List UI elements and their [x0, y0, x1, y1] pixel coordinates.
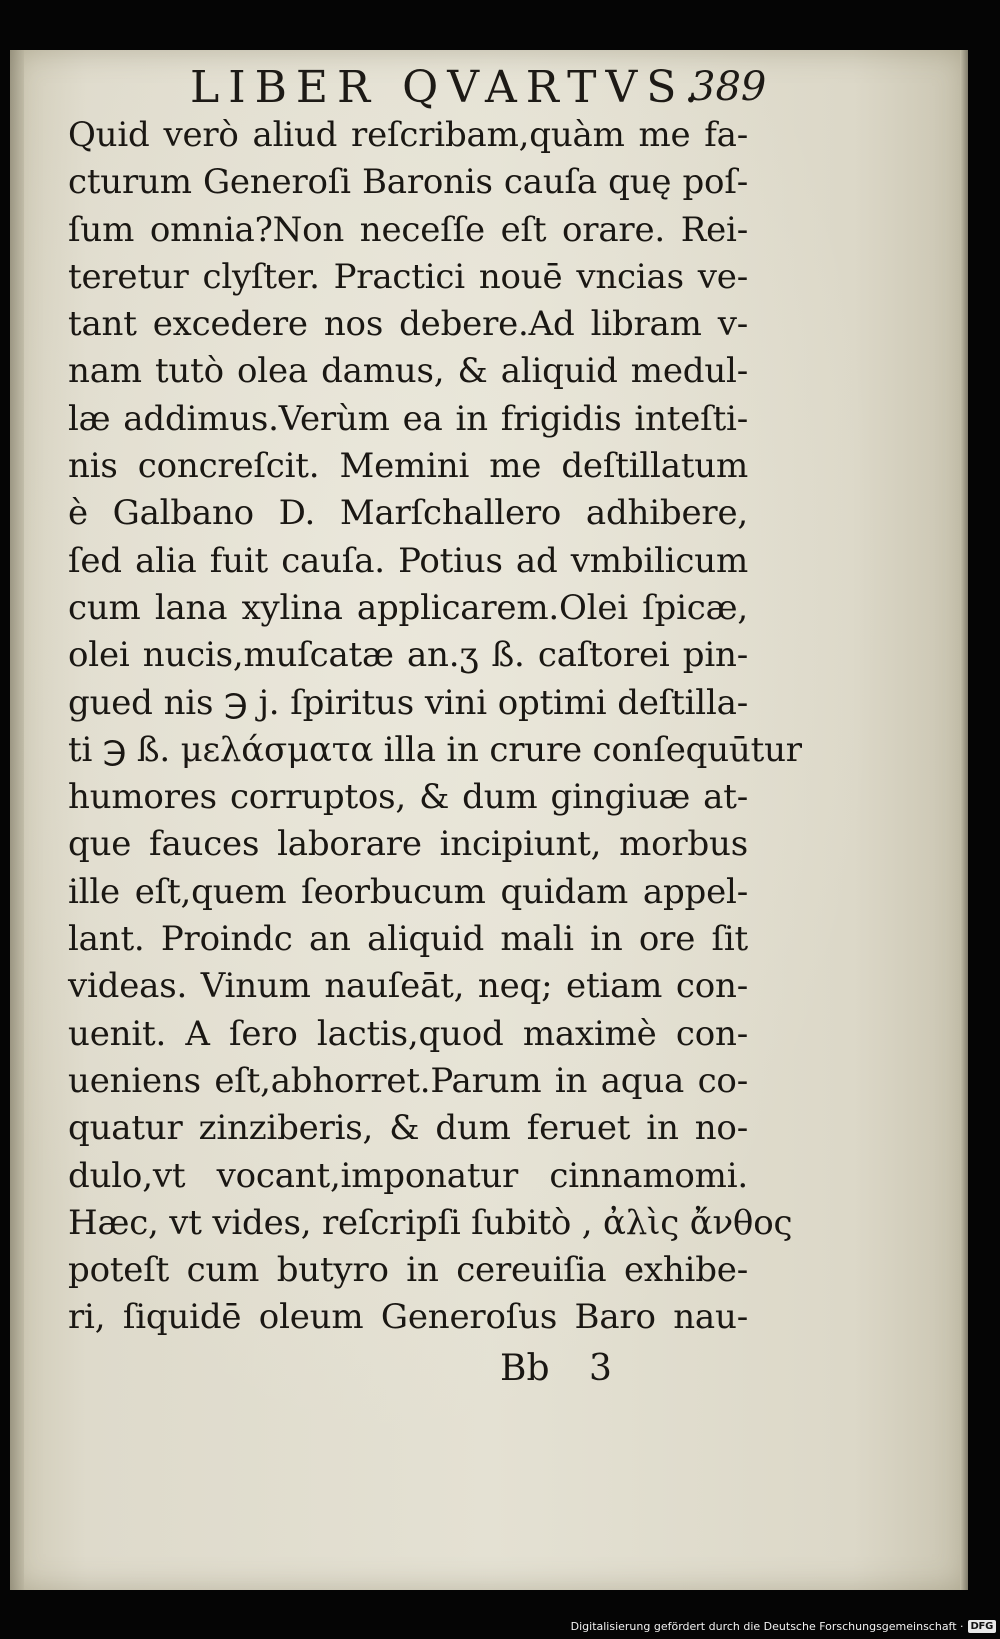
- page-right-edge: [960, 50, 968, 1590]
- text-line: ſum omnia?Non neceſſe eſt orare. Rei-: [68, 209, 748, 250]
- body-text: [68, 112, 802, 1342]
- running-head-title: LIBER QVARTVS.: [190, 62, 707, 113]
- text-line: videas. Vinum nauſeāt, neq; etiam con-: [68, 966, 748, 1007]
- text-line: è Galbano D. Marſchallero adhibere,: [68, 493, 748, 534]
- text-line: cturum Generoſi Baronis cauſa quę poſ-: [68, 162, 748, 203]
- text-line: humores corruptos, & dum gingiuæ at-: [68, 777, 748, 818]
- text-line: que fauces laborare incipiunt, morbus: [68, 824, 748, 865]
- page-binding-shadow: [10, 50, 24, 1590]
- running-head: [180, 58, 780, 118]
- text-line: ſed alia fuit cauſa. Potius ad vmbilicum: [68, 540, 748, 581]
- text-line: teretur clyſter. Practici nouē vncias ve-: [68, 256, 748, 297]
- text-line: læ addimus.Verùm ea in frigidis inteſti-: [68, 398, 748, 439]
- text-line: lant. Proindc an aliquid mali in ore ſit: [68, 919, 748, 960]
- text-line: gued nis ℈ j. ſpiritus vini optimi deſtilla-: [68, 682, 748, 723]
- text-line: ueniens eſt,abhorret.Parum in aqua co-: [68, 1060, 748, 1101]
- text-line: cum lana xylina applicarem.Olei ſpicæ,: [68, 587, 748, 628]
- text-line: ri, ſiquidē oleum Generoſus Baro nau-: [68, 1297, 748, 1338]
- text-line: ille eſt,quem ſeorbucum quidam appel-: [68, 871, 748, 912]
- credit-text: Digitalisierung gefördert durch die Deutsche Forschungsgemeinschaft ·: [570, 1619, 964, 1633]
- signature-mark: Bb 3: [500, 1348, 612, 1389]
- text-line: Quid verò aliud reſcribam,quàm me fa-: [68, 115, 748, 155]
- text-line: poteſt cum butyro in cereuiſia exhibe-: [68, 1250, 748, 1291]
- book-page: [10, 50, 968, 1590]
- dfg-logo: DFG: [968, 1620, 996, 1633]
- text-line: dulo,vt vocant,imponatur cinnamomi.: [68, 1155, 748, 1196]
- text-line: nis concreſcit. Memini me deſtillatum: [68, 446, 748, 487]
- text-line: uenit. A ſero lactis,quod maximè con-: [68, 1013, 748, 1054]
- text-line: quatur zinziberis, & dum feruet in no-: [68, 1108, 748, 1149]
- text-line: Hæc, vt vides, reſcripſi ſubitò , ἀλὶς ἄνθος: [68, 1202, 793, 1243]
- digitization-credit: [571, 1615, 996, 1637]
- text-line: ti ℈ ß. μελάσματα illa in crure conſequūtur: [68, 729, 802, 770]
- text-line: tant excedere nos debere.Ad libram v-: [68, 304, 748, 345]
- text-line: nam tutò olea damus, & aliquid medul-: [68, 351, 748, 392]
- page-number: 389: [690, 64, 767, 110]
- text-line: olei nucis,muſcatæ an.ʒ ß. caſtorei pin-: [68, 635, 748, 676]
